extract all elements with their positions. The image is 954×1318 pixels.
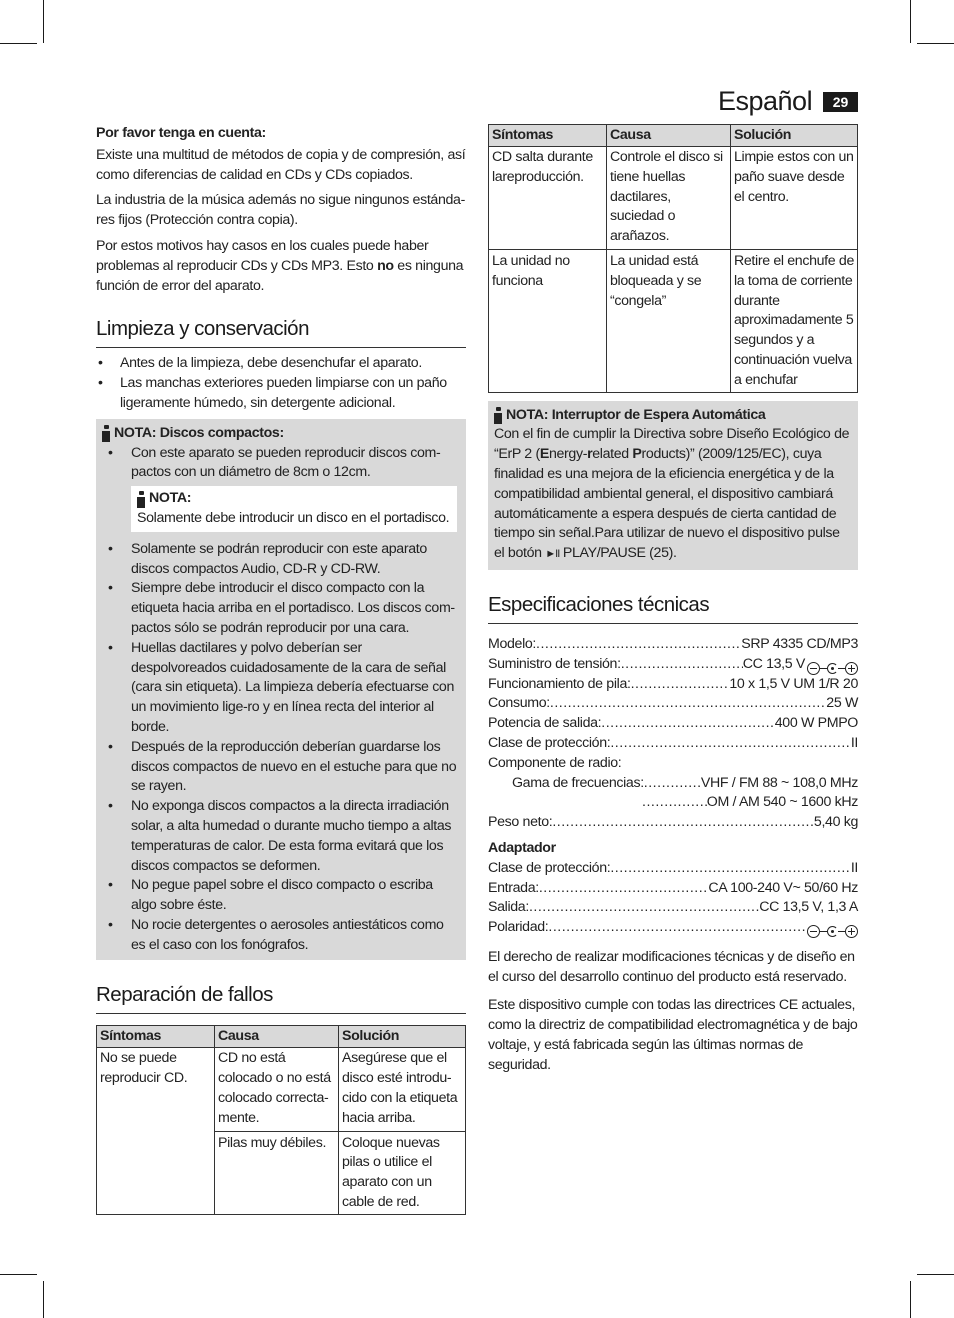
notice-heading: Por favor tenga en cuenta: [96,125,266,141]
cd-note-list [102,444,460,484]
page-number: 29 [823,92,858,112]
cd-note-box [96,419,466,961]
spec-row: Gama de frecuencias: ..... VHF / FM 88 ~ 108,0 MHz [488,774,858,794]
list-item: • Después de la reproducción deberían guardarse los discos compactos de nuevo en el estuche para que no se rayen. [102,738,460,797]
ce-paragraph: Este dispositivo cumple con todas las directrices CE actuales, como la directriz de compatibilidad electromagnética y de bajo voltaje, y está fabricada según las últimas normas de seguridad. [488,997,858,1073]
left-column [96,124,466,1215]
info-icon [137,491,145,508]
adapter-heading: Adaptador [488,839,556,856]
note-heading: NOTA: Discos compactos: [102,424,460,444]
table-cell: La unidad no funciona [489,249,607,392]
spec-row: Clase de protección: ..... II [488,734,858,754]
table-header: Síntomas [489,125,607,147]
polarity-icon [807,662,858,675]
list-item: • No exponga discos compactos a la directa irradiación solar, a alta humedad o durante mucho tiempo a altas temperaturas de calor. De esta forma evitará que los discos compactos se deformen. [102,797,460,876]
play-pause-icon: ►II [545,548,560,561]
crop-mark [43,0,44,43]
info-icon [102,425,110,442]
crop-mark [0,1274,37,1275]
crop-mark [910,1281,911,1318]
list-item: • Las manchas exteriores pueden limpiarse con un paño ligeramente húmedo, sin detergente adicional. [96,374,466,414]
rights-paragraph: El derecho de realizar modificaciones técnicas y de diseño en el curso del desarrollo continuo del producto está reservado. [488,948,855,985]
table-cell: CD salta durante lareproducción. [489,147,607,250]
repair-table [96,1025,466,1214]
note-heading: NOTA: Interruptor de Espera Automática [494,406,852,426]
standby-note-text: Con el fin de cumplir la Directiva sobre Diseño Ecológico de “ErP 2 (Energy-related Products)” (2009/125/EC), cuya finalidad es una mejora de la eficiencia energética y de la compatibilidad ambiental general, el dispositivo cambiará automáticamente a espera después de cierta cantidad de tiempo sin señal.Para utilizar de nuevo el dispositivo pulse el botón ►II PLAY/PAUSE (25). [494,426,850,562]
page-title: Español [718,86,813,116]
table-header: Causa [215,1026,339,1048]
cleaning-list [96,354,466,413]
info-icon [494,407,502,424]
spec-row: Salida: ..... CC 13,5 V, 1,3 A [488,898,858,918]
crop-mark [0,43,37,44]
spec-row: Entrada: ..... CA 100-240 V~ 50/60 Hz [488,879,858,899]
spec-row: Suministro de tensión: ..... CC 13,5 V [488,655,858,675]
notice-paragraph: Por estos motivos hay casos en los cuales puede haber problemas al reproducir CDs y CDs MP3. Esto no es ninguna función de error del aparato. [96,237,464,294]
table-header: Síntomas [97,1026,215,1048]
list-item: • Huellas dactilares y polvo deberían ser despolvoreados cuidadosamente de la cara de señal (cara sin etiqueta). La limpieza debería efectuarse con un movimiento lige-ro y en línea recta del interior al borde. [102,639,460,738]
section-title-specs: Especificaciones técnicas [488,592,858,624]
table-header: Causa [607,125,731,147]
standby-note-box [488,401,858,570]
trouble-table [488,124,858,393]
list-item: • Solamente se podrán reproducir con este aparato discos compactos Audio, CD-R y CD-RW. [102,540,460,580]
list-item: • Antes de la limpieza, debe desenchufar el aparato. [96,354,466,374]
list-item: • No rocie detergentes o aerosoles antiestáticos como es el caso con los fonógrafos. [102,916,460,956]
list-item: • No pegue papel sobre el disco compacto o escriba algo sobre éste. [102,876,460,916]
table-cell: CD no está colocado o no está colocado correcta-mente. [215,1048,339,1131]
list-item: • Con este aparato se pueden reproducir discos com-pactos con un diámetro de 8cm o 12cm. [102,444,460,484]
spec-row: ..... OM / AM 540 ~ 1600 kHz [488,793,858,813]
polarity-icon [807,925,858,938]
crop-mark [917,43,954,44]
crop-mark [917,1274,954,1275]
crop-mark [910,0,911,43]
crop-mark [43,1281,44,1318]
right-column [488,124,858,1082]
cd-note-list [102,540,460,956]
spec-row: Clase de protección: ..... II [488,859,858,879]
table-cell: Retire el enchufe de la toma de corriente durante aproximadamente 5 segundos y a continuación vuelva a enchufar [731,249,858,392]
table-header: Solución [731,125,858,147]
table-cell: Controle el disco si tiene huellas dactilares, suciedad o arañazos. [607,147,731,250]
section-title-cleaning: Limpieza y conservación [96,316,466,348]
section-title-repair: Reparación de fallos [96,982,466,1014]
spec-row: Polaridad: ..... [488,918,858,938]
notice-paragraph: Existe una multitud de métodos de copia y de compresión, así como diferencias de calidad en CDs y CDs copiados. [96,146,466,183]
table-cell: Limpie estos con un paño suave desde el centro. [731,147,858,250]
spec-row: Peso neto: ..... 5,40 kg [488,813,858,833]
inner-note-heading: NOTA: [137,489,451,509]
notice-paragraph: La industria de la música además no sigue ningunos estánda-res fijos (Protección contra copia). [96,192,465,229]
spec-label: Componente de radio: [488,754,622,771]
table-cell: No se puede reproducir CD. [97,1048,215,1214]
table-cell: Coloque nuevas pilas o utilice el aparato con un cable de red. [339,1131,466,1214]
inner-note-text: Solamente debe introducir un disco en el portadisco. [137,509,450,526]
spec-row: Potencia de salida: ..... 400 W PMPO [488,714,858,734]
table-cell: Asegúrese que el disco esté introdu-cido con la etiqueta hacia arriba. [339,1048,466,1131]
spec-row: Modelo: ..... SRP 4335 CD/MP3 [488,635,858,655]
table-cell: La unidad está bloqueada y se “congela” [607,249,731,392]
spec-row: Funcionamiento de pila: ..... 10 x 1,5 V UM 1/R 20 [488,675,858,695]
inner-note-box [131,486,457,532]
table-cell: Pilas muy débiles. [215,1131,339,1214]
list-item: • Siempre debe introducir el disco compacto con la etiqueta hacia arriba en el portadisco. Los discos com-pactos sólo se podrán reproducir por una cara. [102,579,460,638]
spec-row: Consumo: ..... 25 W [488,694,858,714]
table-header: Solución [339,1026,466,1048]
